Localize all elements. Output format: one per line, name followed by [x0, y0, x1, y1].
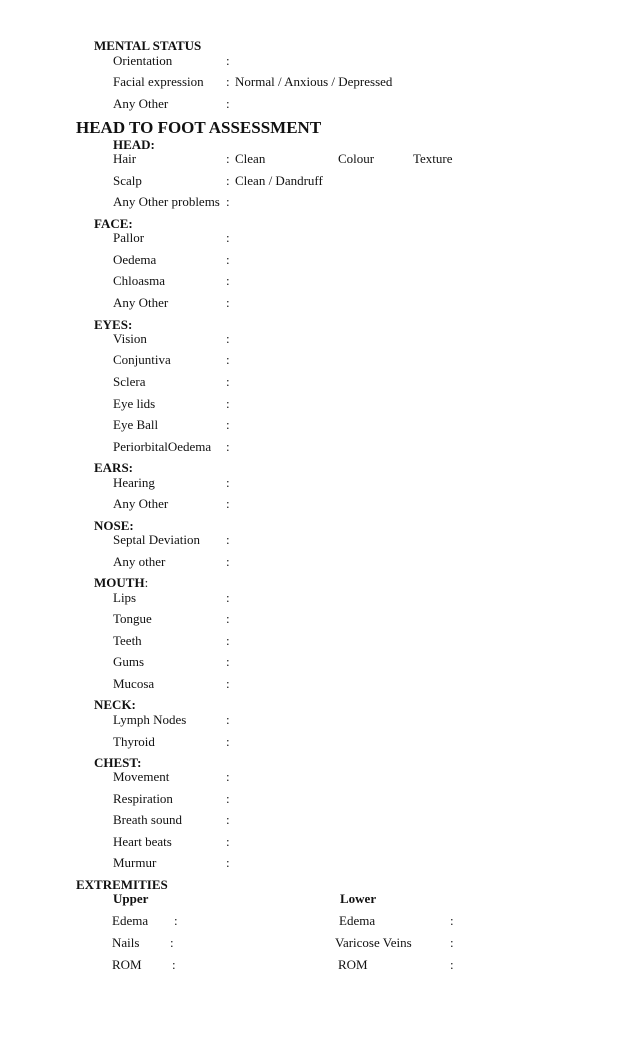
sclera-separator: : [226, 374, 230, 389]
facial-expression-separator: : [226, 74, 230, 89]
eye-ball-separator: : [226, 417, 230, 432]
lips-label: Lips [113, 590, 137, 605]
hair-texture-label: Texture [413, 151, 453, 166]
septal-deviation-label: Septal Deviation [113, 532, 201, 547]
upper-rom-label: ROM [112, 957, 142, 972]
facial-expression-label: Facial expression [113, 74, 204, 89]
teeth-separator: : [226, 633, 230, 648]
lower-rom-label: ROM [338, 957, 368, 972]
orientation-separator: : [226, 53, 230, 68]
nose-any-other-label: Any other [113, 554, 166, 569]
gums-label: Gums [113, 654, 145, 669]
ears-any-other-label: Any Other [113, 496, 169, 511]
head-to-foot-title: HEAD TO FOOT ASSESSMENT [76, 118, 322, 137]
mouth-heading-colon: : [144, 575, 149, 590]
mental-any-other-label: Any Other [113, 96, 169, 111]
heart-beats-separator: : [226, 834, 230, 849]
upper-nails-separator: : [170, 935, 174, 950]
head-any-other-separator: : [226, 194, 230, 209]
tongue-separator: : [226, 611, 230, 626]
murmur-label: Murmur [113, 855, 157, 870]
vision-label: Vision [113, 331, 147, 346]
scalp-separator: : [226, 173, 230, 188]
upper-rom-separator: : [172, 957, 176, 972]
facial-expression-value: Normal / Anxious / Depressed [235, 74, 393, 89]
upper-heading: Upper [113, 891, 149, 906]
lower-heading: Lower [340, 891, 377, 906]
thyroid-separator: : [226, 734, 230, 749]
lower-varicose-veins-separator: : [450, 935, 454, 950]
mental-any-other-separator: : [226, 96, 230, 111]
scalp-label: Scalp [113, 173, 142, 188]
eyes-heading: EYES: [94, 317, 133, 332]
lymph-nodes-label: Lymph Nodes [113, 712, 187, 727]
mouth-heading-group [94, 576, 148, 589]
neck-heading: NECK: [94, 697, 136, 712]
mouth-heading: MOUTH [94, 575, 145, 590]
face-any-other-label: Any Other [113, 295, 169, 310]
lymph-nodes-separator: : [226, 712, 230, 727]
mucosa-separator: : [226, 676, 230, 691]
lower-edema-label: Edema [339, 913, 376, 928]
ears-any-other-separator: : [226, 496, 230, 511]
movement-separator: : [226, 769, 230, 784]
pallor-label: Pallor [113, 230, 145, 245]
sclera-label: Sclera [113, 374, 146, 389]
ears-heading: EARS: [94, 460, 134, 475]
hair-separator: : [226, 151, 230, 166]
upper-edema-separator: : [174, 913, 178, 928]
head-heading: HEAD: [113, 137, 155, 152]
periorbital-oedema-separator: : [226, 439, 230, 454]
orientation-label: Orientation [113, 53, 173, 68]
mental-status-heading: MENTAL STATUS [94, 38, 202, 53]
head-any-other-label: Any Other problems [113, 194, 220, 209]
chloasma-label: Chloasma [113, 273, 165, 288]
upper-nails-label: Nails [112, 935, 140, 950]
hearing-label: Hearing [113, 475, 155, 490]
respiration-separator: : [226, 791, 230, 806]
septal-deviation-separator: : [226, 532, 230, 547]
conjuntiva-separator: : [226, 352, 230, 367]
face-any-other-separator: : [226, 295, 230, 310]
lower-rom-separator: : [450, 957, 454, 972]
chloasma-separator: : [226, 273, 230, 288]
oedema-label: Oedema [113, 252, 157, 267]
nose-heading: NOSE: [94, 518, 134, 533]
vision-separator: : [226, 331, 230, 346]
movement-label: Movement [113, 769, 170, 784]
hair-label: Hair [113, 151, 137, 166]
face-heading: FACE: [94, 216, 133, 231]
gums-separator: : [226, 654, 230, 669]
mucosa-label: Mucosa [113, 676, 155, 691]
respiration-label: Respiration [113, 791, 173, 806]
breath-sound-separator: : [226, 812, 230, 827]
nose-any-other-separator: : [226, 554, 230, 569]
murmur-separator: : [226, 855, 230, 870]
lips-separator: : [226, 590, 230, 605]
thyroid-label: Thyroid [113, 734, 155, 749]
oedema-separator: : [226, 252, 230, 267]
eye-ball-label: Eye Ball [113, 417, 159, 432]
eye-lids-separator: : [226, 396, 230, 411]
conjuntiva-label: Conjuntiva [113, 352, 171, 367]
chest-heading: CHEST: [94, 755, 142, 770]
scalp-value: Clean / Dandruff [235, 173, 323, 188]
pallor-separator: : [226, 230, 230, 245]
hair-colour-label: Colour [338, 151, 375, 166]
heart-beats-label: Heart beats [113, 834, 172, 849]
upper-edema-label: Edema [112, 913, 149, 928]
hair-value: Clean [235, 151, 266, 166]
breath-sound-label: Breath sound [113, 812, 182, 827]
lower-varicose-veins-label: Varicose Veins [335, 935, 412, 950]
extremities-heading: EXTREMITIES [76, 877, 168, 892]
periorbital-oedema-label: PeriorbitalOedema [113, 439, 212, 454]
eye-lids-label: Eye lids [113, 396, 156, 411]
tongue-label: Tongue [113, 611, 152, 626]
hearing-separator: : [226, 475, 230, 490]
lower-edema-separator: : [450, 913, 454, 928]
teeth-label: Teeth [113, 633, 142, 648]
